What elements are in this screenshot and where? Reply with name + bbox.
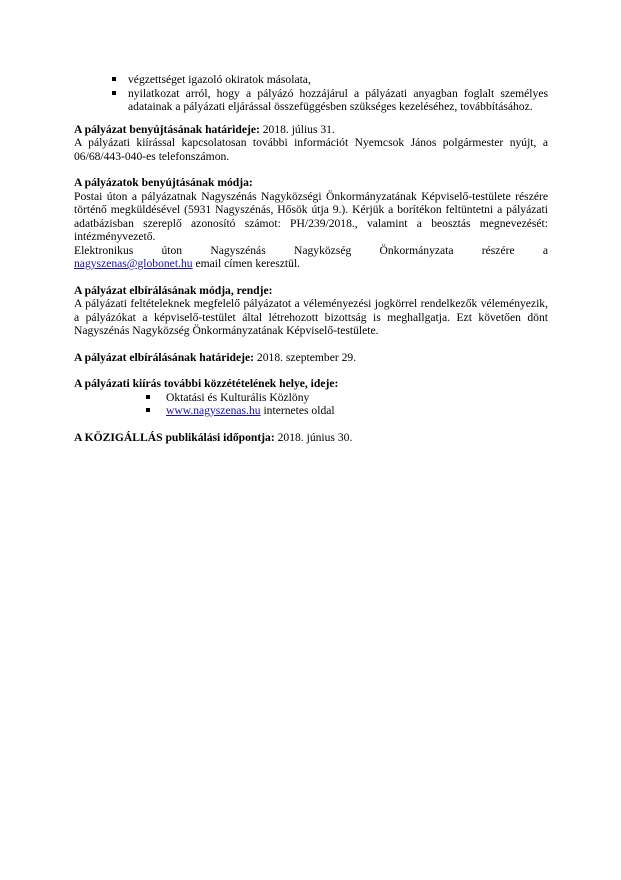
deadline-label: A pályázat benyújtásának határideje: — [74, 122, 260, 136]
email-link[interactable]: nagyszenas@globonet.hu — [74, 257, 193, 270]
evaluation-deadline-value: 2018. szeptember 29. — [254, 350, 357, 364]
electronic-word: Elektronikus — [74, 243, 134, 257]
list-item — [112, 73, 548, 87]
intro-bullet-list — [112, 73, 548, 114]
publication-item-text: Oktatási és Kulturális Közlöny — [166, 390, 310, 404]
evaluation-deadline-section — [74, 351, 548, 365]
deadline-value: 2018. július 31. — [259, 122, 335, 136]
submission-section — [74, 176, 548, 271]
document-page — [74, 73, 548, 444]
electronic-word: a — [542, 243, 548, 257]
email-suffix: email címen keresztül. — [192, 257, 301, 270]
publication-heading: A pályázati kiírás további közzétételének helye, ideje: — [74, 377, 339, 390]
website-suffix: internetes oldal — [260, 404, 335, 417]
electronic-word: Nagyszénás — [210, 243, 266, 257]
submission-postal-text: Postai úton a pályázatnak Nagyszénás Nagyközségi Önkormányzatának Képviselő-testülete részére történő megküldésével (5931 Nagyszénás, Hősök útja 9.). Kérjük a borítékon feltüntetni a pályázati adatbázisban szereplő azonosító számot: PH/239/2018., valamint a beosztás megnevezését: intézményvezető. — [74, 189, 548, 243]
electronic-word: részére — [481, 243, 515, 257]
electronic-word: úton — [161, 243, 183, 257]
list-item-text: nyilatkozat arról, hogy a pályázó hozzájárul a pályázati anyagban foglalt személyes adatainak a pályázati eljárással összefüggésben szükséges kezeléséhez, továbbításához. — [128, 86, 548, 113]
deadline-info: A pályázati kiírással kapcsolatosan további információt Nyemcsok János polgármester nyújt, a 06/68/443-040-es telefonszámon. — [74, 136, 548, 163]
square-bullet-icon — [146, 395, 150, 399]
kozigallas-section — [74, 431, 548, 445]
publication-section — [74, 377, 548, 418]
submission-electronic-line — [74, 244, 548, 258]
website-link[interactable]: www.nagyszenas.hu — [166, 404, 261, 417]
square-bullet-icon — [146, 408, 150, 412]
evaluation-text: A pályázati feltételeknek megfelelő pályázatot a véleményezési jogkörrel rendelkezők véleményezik, a pályázókat a képviselő-testület által létrehozott bizottság is meghallgatja. Ezt követően dönt Nagyszénás Nagyközség Önkormányzatának Képviselő-testülete. — [74, 297, 548, 337]
kozigallas-label: A KÖZIGÁLLÁS publikálási időpontja: — [74, 430, 275, 444]
list-item — [146, 404, 548, 418]
evaluation-heading: A pályázat elbírálásának módja, rendje: — [74, 283, 273, 297]
evaluation-deadline-label: A pályázat elbírálásának határideje: — [74, 350, 255, 364]
publication-bullet-list — [146, 391, 548, 418]
submission-heading: A pályázatok benyújtásának módja: — [74, 176, 253, 189]
deadline-section — [74, 123, 548, 164]
evaluation-section — [74, 284, 548, 338]
electronic-word: Önkormányzata — [379, 243, 454, 257]
kozigallas-value: 2018. június 30. — [274, 430, 353, 444]
list-item-text: végzettséget igazoló okiratok másolata, — [128, 73, 311, 86]
list-item — [146, 391, 548, 405]
square-bullet-icon — [112, 77, 116, 81]
list-item — [112, 87, 548, 114]
square-bullet-icon — [112, 91, 116, 95]
electronic-word: Nagyközség — [293, 243, 352, 257]
